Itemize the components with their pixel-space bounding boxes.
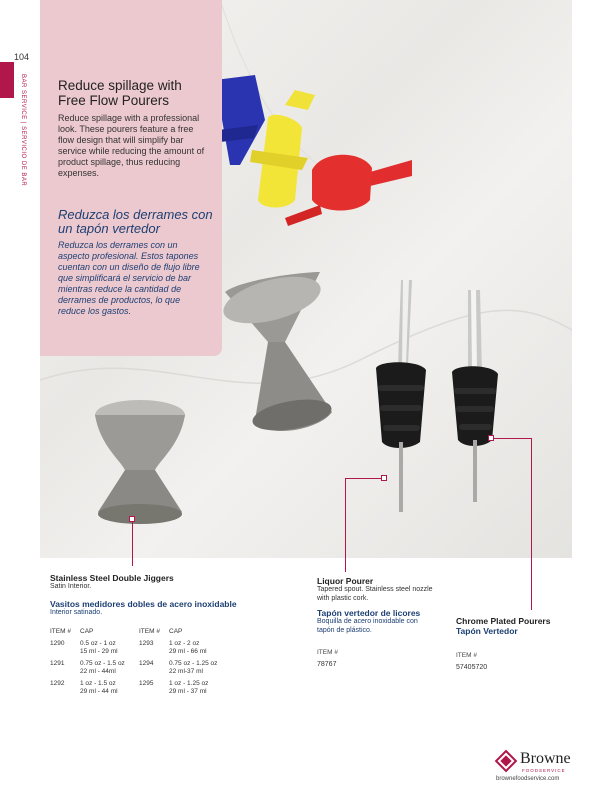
jiggers-desc: Satin Interior. (50, 583, 92, 590)
brand-subtitle: FOODSERVICE (522, 768, 566, 773)
capacity (169, 660, 221, 680)
section-tab (0, 62, 14, 98)
chrome-pourers-item-label: ITEM # (456, 652, 477, 659)
item-number: 1295 (139, 680, 154, 687)
section-label: BAR SERVICE | SERVICIO DE BAR (20, 74, 26, 187)
capacity-ml: 22 ml-37 ml (169, 668, 203, 675)
capacity-oz: 1 oz - 2 oz (169, 640, 200, 647)
liquor-callout-line-v (345, 478, 346, 572)
capacity-ml: 15 ml - 29 ml (80, 648, 118, 655)
liquor-callout-dot (381, 475, 387, 481)
chrome-pourer (452, 290, 498, 502)
front-jigger (95, 400, 185, 524)
capacity-oz: 1 oz - 1.25 oz (169, 680, 209, 687)
capacity-oz: 0.5 oz - 1 oz (80, 640, 116, 647)
jiggers-block (50, 573, 280, 617)
jiggers-spec-table (50, 628, 221, 700)
item-number: 1292 (50, 680, 65, 687)
capacity-oz: 1 oz - 1.5 oz (80, 680, 116, 687)
chrome-pourers-item-number: 57405720 (456, 663, 488, 671)
capacity (169, 680, 221, 700)
back-jigger (219, 268, 334, 436)
intro-title-spanish: Reduzca los derrames con un tapón vertedor (58, 207, 213, 236)
chrome-pourers-block (456, 616, 566, 672)
jigger-callout-dot (129, 516, 135, 522)
table-row (50, 640, 221, 660)
capacity-oz: 0.75 oz - 1.25 oz (169, 660, 218, 667)
capacity (80, 680, 139, 700)
capacity (80, 640, 139, 660)
jiggers-name: Stainless Steel Double Jiggers (50, 573, 174, 583)
col-item-header: ITEM # (50, 628, 71, 635)
capacity-ml: 29 ml - 44 ml (80, 688, 118, 695)
chrome-callout-line-v (531, 438, 532, 610)
liquor-pourer-name-spanish: Tapón vertedor de licores (317, 608, 421, 618)
chrome-pourers-name: Chrome Plated Pourers (456, 616, 551, 626)
col-item-header-2: ITEM # (139, 628, 160, 635)
item-number: 1291 (50, 660, 65, 667)
liquor-pourer-desc-spanish: Boquilla de acero inoxidable con tapón de plástico. (317, 618, 418, 634)
jiggers-name-spanish: Vasitos medidores dobles de acero inoxidable (50, 598, 237, 609)
liquor-pourer-desc: Tapered spout. Stainless steel nozzle with plastic cork. (317, 586, 433, 602)
chrome-callout-line-h (492, 438, 532, 439)
capacity-oz: 0.75 oz - 1.5 oz (80, 660, 125, 667)
chrome-callout-dot (488, 435, 494, 441)
capacity-ml: 22 ml - 44ml (80, 668, 116, 675)
jiggers-desc-spanish: Interior satinado. (50, 608, 103, 616)
liquor-pourer-item-label: ITEM # (317, 649, 338, 656)
item-number: 1294 (139, 660, 154, 667)
capacity-ml: 29 ml - 37 ml (169, 688, 207, 695)
capacity-ml: 29 ml - 66 ml (169, 648, 207, 655)
intro-body-spanish: Reduzca los derrames con un aspecto profesional. Estos tapones cuentan con un diseño de flujo libre que simplificará el servicio de bar mientras reduce la cantidad de derrames de productos, lo que reduce los gastos. (58, 240, 200, 316)
table-row (50, 660, 221, 680)
table-row (50, 680, 221, 700)
col-cap-header: CAP (80, 628, 94, 635)
chrome-pourers-name-spanish: Tapón Vertedor (456, 626, 518, 636)
liquor-callout-line-h (345, 478, 384, 479)
item-number: 1293 (139, 640, 154, 647)
intro-body: Reduce spillage with a professional look. These pourers feature a free flow design that will simplify bar service while reducing the amount of product spillage, thus reducing expenses. (58, 113, 205, 178)
item-number: 1290 (50, 640, 65, 647)
intro-title: Reduce spillage with Free Flow Pourers (58, 78, 182, 108)
page-number: 104 (14, 52, 30, 62)
brand-url[interactable]: brownefoodservice.com (496, 776, 560, 782)
liquor-pourer-name: Liquor Pourer (317, 576, 374, 586)
liquor-pourer-item-number: 78767 (317, 660, 337, 668)
col-cap-header-2: CAP (169, 628, 183, 635)
brand-name: Browne (520, 750, 571, 767)
capacity (169, 640, 221, 660)
table-header (50, 628, 221, 640)
capacity (80, 660, 139, 680)
jigger-callout-line (132, 521, 133, 566)
liquor-pourer-block (317, 576, 437, 669)
